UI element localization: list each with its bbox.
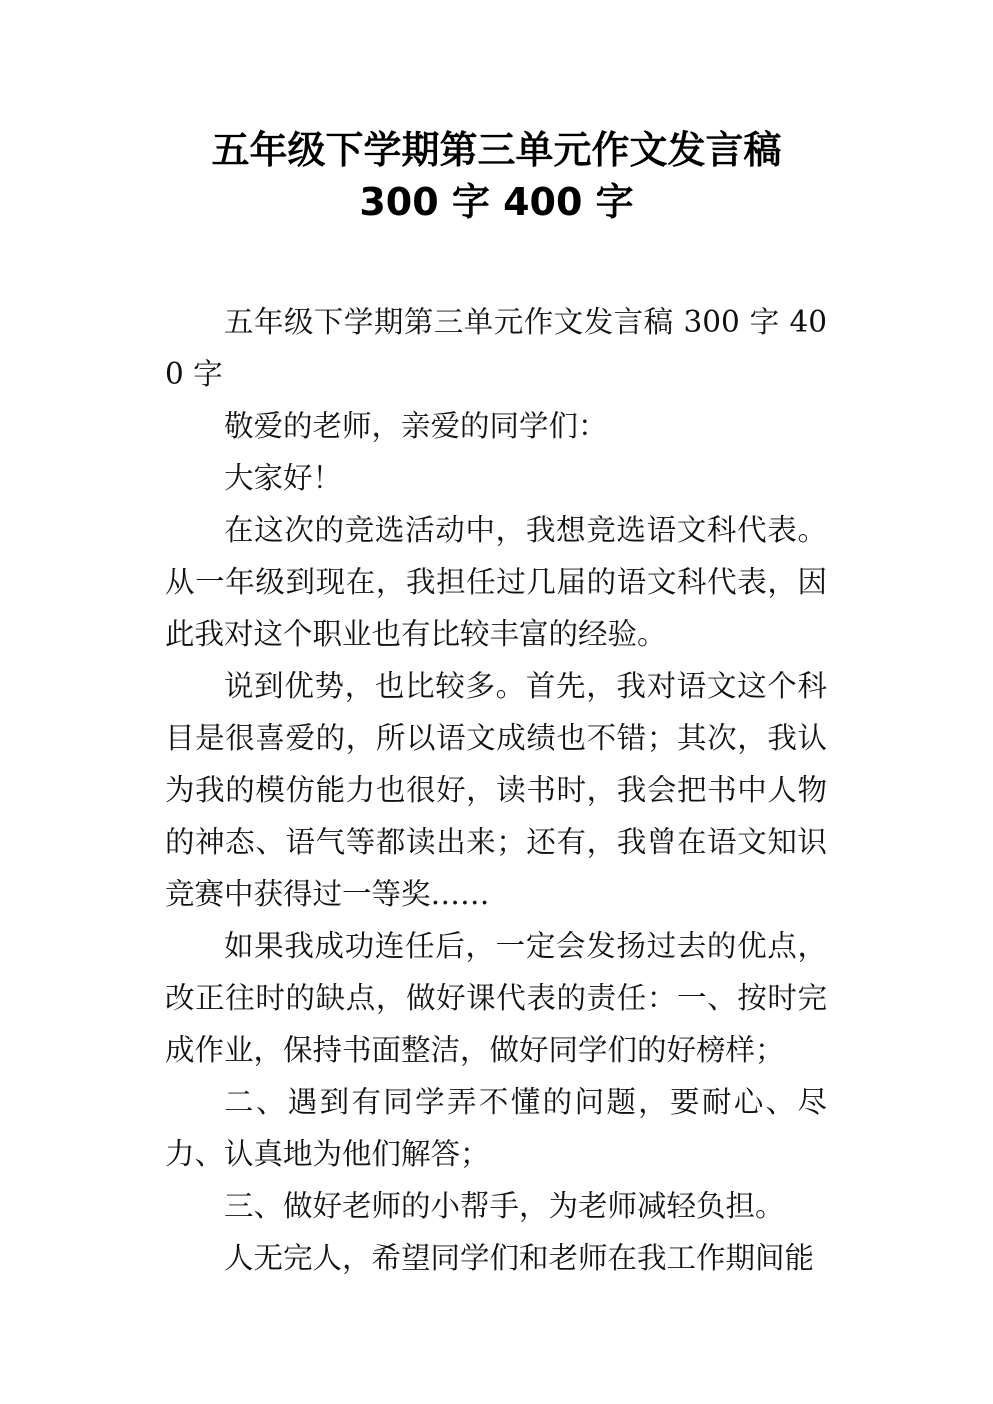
paragraph-plan-3: 三、做好老师的小帮手，为老师减轻负担。 (224, 1189, 785, 1223)
document-title (0, 124, 993, 228)
paragraph-heading-repeat: 五年级下学期第三单元作文发言稿 300 字 400 字 (165, 305, 827, 391)
paragraph-intro: 在这次的竞选活动中，我想竞选语文科代表。从一年级到现在，我担任过几届的语文科代表，因此我对这个职业也有比较丰富的经验。 (165, 513, 827, 651)
paragraph-greeting: 敬爱的老师，亲爱的同学们： (224, 409, 608, 443)
paragraph-hello: 大家好！ (224, 461, 343, 495)
title-line-1: 五年级下学期第三单元作文发言稿 (211, 128, 782, 172)
paragraph-advantages: 说到优势，也比较多。首先，我对语文这个科目是很喜爱的，所以语文成绩也不错；其次，我认为我的模仿能力也很好，读书时，我会把书中人物的神态、语气等都读出来；还有，我曾在语文知识竞赛中获得过一等奖…… (165, 669, 827, 911)
document-body (165, 296, 827, 1284)
paragraph-plan-2: 二、遇到有同学弄不懂的问题，要耐心、尽力、认真地为他们解答； (165, 1085, 827, 1171)
paragraph-plan-1: 如果我成功连任后，一定会发扬过去的优点，改正往时的缺点，做好课代表的责任：一、按时完成作业，保持书面整洁，做好同学们的好榜样； (165, 929, 827, 1067)
title-line-2: 300 字 400 字 (359, 180, 634, 224)
paragraph-closing: 人无完人，希望同学们和老师在我工作期间能 (224, 1241, 815, 1275)
